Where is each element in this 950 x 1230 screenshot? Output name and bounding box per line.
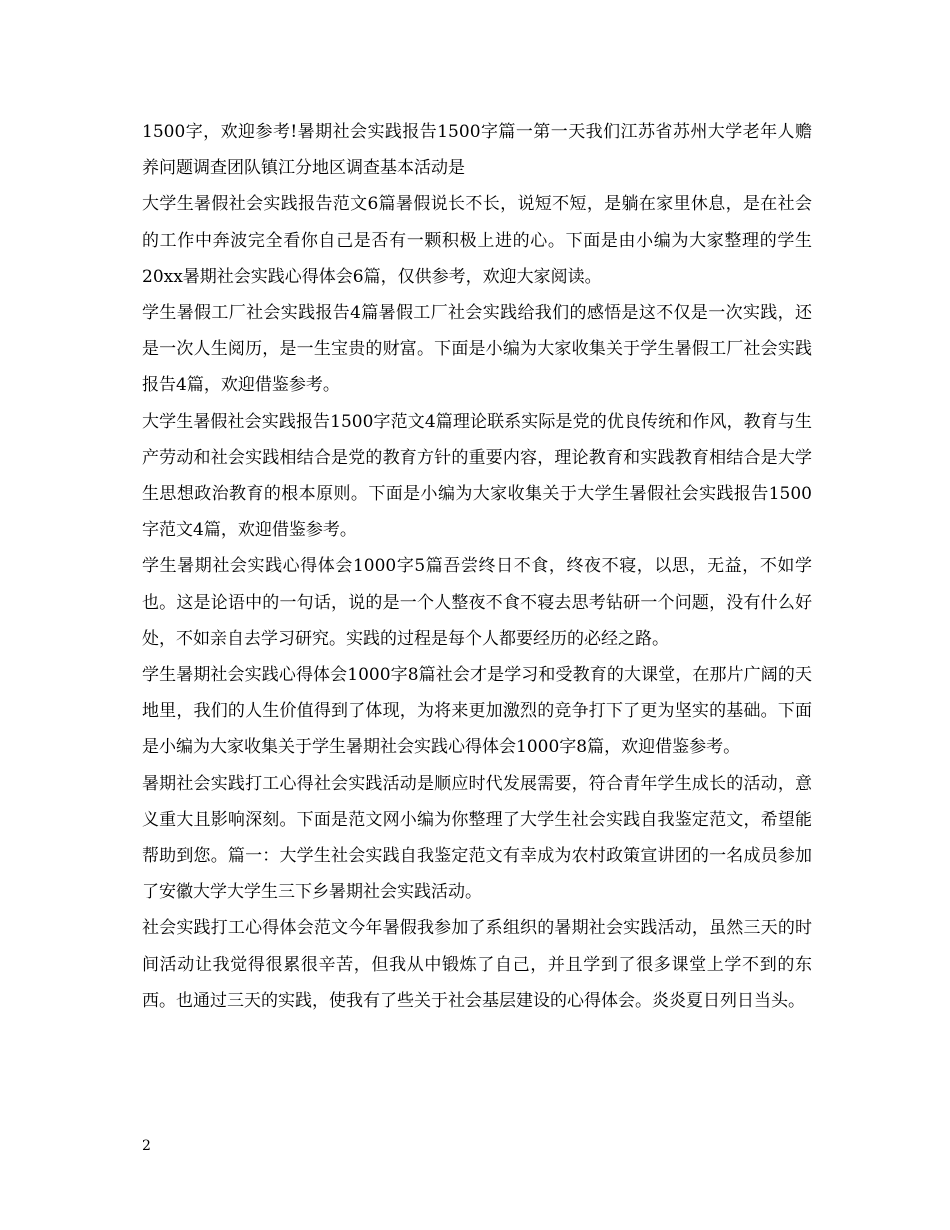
paragraph: 学生暑假工厂社会实践报告4篇暑假工厂社会实践给我们的感悟是这不仅是一次实践，还是一次人生阅历，是一生宝贵的财富。下面是小编为大家收集关于学生暑假工厂社会实践报告4篇，欢迎借鉴参考。 — [142, 303, 812, 396]
document-body — [142, 114, 812, 1019]
page-number: 2 — [142, 1138, 151, 1154]
paragraph: 大学生暑假社会实践报告范文6篇暑假说长不长，说短不短，是躺在家里休息，是在社会的工作中奔波完全看你自己是否有一颗积极上进的心。下面是由小编为大家整理的学生20xx暑期社会实践心得体会6篇，仅供参考，欢迎大家阅读。 — [142, 194, 812, 287]
paragraph: 社会实践打工心得体会范文今年暑假我参加了系组织的暑期社会实践活动，虽然三天的时间活动让我觉得很累很辛苦，但我从中锻炼了自己，并且学到了很多课堂上学不到的东西。也通过三天的实践，使我有了些关于社会基层建设的心得体会。炎炎夏日列日当头。 — [142, 918, 812, 1011]
paragraph: 1500字，欢迎参考!暑期社会实践报告1500字篇一第一天我们江苏省苏州大学老年人赡养问题调查团队镇江分地区调查基本活动是 — [142, 122, 812, 179]
paragraph: 学生暑期社会实践心得体会1000字5篇吾尝终日不食，终夜不寝，以思，无益，不如学也。这是论语中的一句话，说的是一个人整夜不食不寝去思考钻研一个问题，没有什么好处，不如亲自去学习研究。实践的过程是每个人都要经历的必经之路。 — [142, 556, 812, 649]
paragraph: 大学生暑假社会实践报告1500字范文4篇理论联系实际是党的优良传统和作风，教育与生产劳动和社会实践相结合是党的教育方针的重要内容，理论教育和实践教育相结合是大学生思想政治教育的根本原则。下面是小编为大家收集关于大学生暑假社会实践报告1500字范文4篇，欢迎借鉴参考。 — [142, 411, 812, 541]
paragraph: 暑期社会实践打工心得社会实践活动是顺应时代发展需要，符合青年学生成长的活动，意义重大且影响深刻。下面是范文网小编为你整理了大学生社会实践自我鉴定范文，希望能帮助到您。篇一：大学生社会实践自我鉴定范文有幸成为农村政策宣讲团的一名成员参加了安徽大学大学生三下乡暑期社会实践活动。 — [142, 773, 812, 903]
paragraph: 学生暑期社会实践心得体会1000字8篇社会才是学习和受教育的大课堂，在那片广阔的天地里，我们的人生价值得到了体现，为将来更加激烈的竞争打下了更为坚实的基础。下面是小编为大家收集关于学生暑期社会实践心得体会1000字8篇，欢迎借鉴参考。 — [142, 665, 812, 758]
